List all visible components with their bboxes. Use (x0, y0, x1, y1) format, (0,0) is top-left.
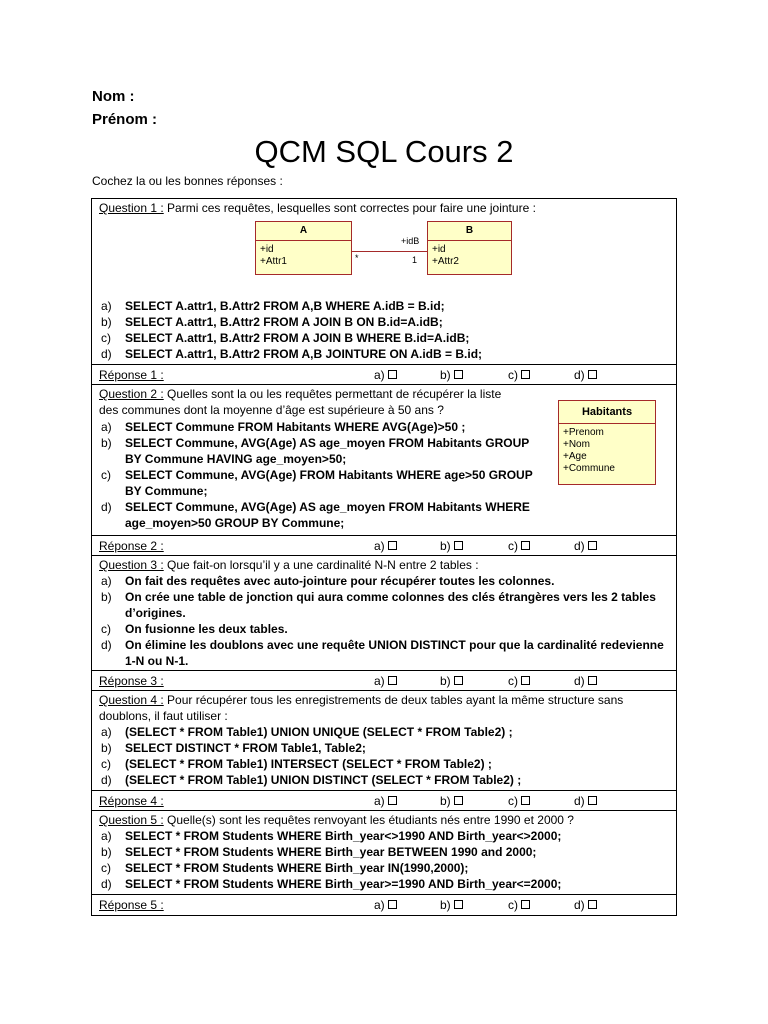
checkbox-d[interactable]: d) (574, 794, 597, 808)
class-habitants-attr: +Nom (563, 439, 590, 450)
instruction-text: Cochez la ou les bonnes réponses : (92, 174, 283, 188)
checkbox-a[interactable]: a) (374, 794, 397, 808)
checkbox-d[interactable]: d) (574, 898, 597, 912)
question-label: Question 3 : (99, 558, 164, 572)
option-b: b) SELECT DISTINCT * FROM Table1, Table2; (101, 741, 366, 755)
answer-label: Réponse 3 : (99, 674, 164, 688)
option-a: a) SELECT Commune FROM Habitants WHERE AVG(Age)>50 ; (101, 420, 466, 434)
class-habitants-attr: +Commune (563, 463, 615, 474)
option-c: c) SELECT A.attr1, B.Attr2 FROM A JOIN B WHERE B.id=A.idB; (101, 331, 470, 345)
checkbox-c[interactable]: c) (508, 794, 530, 808)
option-b: b) SELECT A.attr1, B.Attr2 FROM A JOIN B ON B.id=A.idB; (101, 315, 443, 329)
option-c: c) (SELECT * FROM Table1) INTERSECT (SELECT * FROM Table2) ; (101, 757, 492, 771)
class-b-name: B (428, 222, 511, 241)
question-text: Que fait-on lorsqu’il y a une cardinalité N-N entre 2 tables : (163, 558, 479, 572)
question-label: Question 4 : (99, 693, 164, 707)
answer-row-3 (92, 671, 676, 691)
question-1 (92, 199, 676, 365)
answer-label: Réponse 2 : (99, 539, 164, 553)
answer-label: Réponse 1 : (99, 368, 164, 382)
answer-label: Réponse 4 : (99, 794, 164, 808)
answer-row-2 (92, 536, 676, 556)
quiz-table (91, 198, 677, 916)
uml-class-habitants (558, 400, 656, 485)
question-label: Question 1 : (99, 201, 164, 215)
firstname-label: Prénom : (92, 111, 158, 128)
answer-label: Réponse 5 : (99, 898, 164, 912)
checkbox-d[interactable]: d) (574, 368, 597, 382)
role-label: +idB (401, 236, 420, 246)
question-label: Question 2 : (99, 387, 164, 401)
checkbox-b[interactable]: b) (440, 368, 463, 382)
option-b: b) SELECT Commune, AVG(Age) AS age_moyen FROM Habitants GROUP BY Commune HAVING age_moyen>50; (101, 436, 530, 466)
class-a-attr: +id (260, 244, 274, 255)
answer-row-1 (92, 365, 676, 385)
question-2-heading (99, 386, 509, 418)
checkbox-a[interactable]: a) (374, 674, 397, 688)
class-a-name: A (256, 222, 351, 241)
option-a: a) On fait des requêtes avec auto-jointure pour récupérer toutes les colonnes. (101, 574, 555, 588)
option-c: c) SELECT * FROM Students WHERE Birth_year IN(1990,2000); (101, 861, 469, 875)
option-a: a) SELECT * FROM Students WHERE Birth_year<>1990 AND Birth_year<>2000; (101, 829, 562, 843)
question-2 (92, 385, 676, 536)
question-5-heading (99, 812, 669, 828)
checkbox-c[interactable]: c) (508, 674, 530, 688)
question-4-heading (99, 692, 669, 724)
class-habitants-attr: +Prenom (563, 427, 604, 438)
checkbox-b[interactable]: b) (440, 898, 463, 912)
name-label: Nom : (92, 88, 135, 105)
page-title: QCM SQL Cours 2 (254, 134, 514, 169)
checkbox-a[interactable]: a) (374, 368, 397, 382)
question-1-heading (99, 200, 669, 216)
option-d: d) SELECT Commune, AVG(Age) AS age_moyen FROM Habitants WHERE age_moyen>50 GROUP BY Commune; (101, 500, 530, 530)
checkbox-a[interactable]: a) (374, 539, 397, 553)
option-a: a) SELECT A.attr1, B.Attr2 FROM A,B WHERE A.idB = B.id; (101, 299, 445, 313)
checkbox-a[interactable]: a) (374, 898, 397, 912)
option-c: c) On fusionne les deux tables. (101, 622, 288, 636)
question-text: Quelles sont la ou les requêtes permettant de récupérer la liste des communes dont la moyenne d’âge est supérieure à 50 ans ? (99, 387, 502, 417)
checkbox-b[interactable]: b) (440, 794, 463, 808)
class-b-attr: +id (432, 244, 446, 255)
multiplicity-a: * (355, 253, 359, 263)
checkbox-d[interactable]: d) (574, 674, 597, 688)
question-5 (92, 811, 676, 895)
question-text: Pour récupérer tous les enregistrements de deux tables ayant la même structure sans doublons, il faut utiliser : (99, 693, 624, 723)
checkbox-b[interactable]: b) (440, 674, 463, 688)
option-b: b) SELECT * FROM Students WHERE Birth_year BETWEEN 1990 and 2000; (101, 845, 537, 859)
option-c: c) SELECT Commune, AVG(Age) FROM Habitants WHERE age>50 GROUP BY Commune; (101, 468, 533, 498)
option-d: d) (SELECT * FROM Table1) UNION DISTINCT (SELECT * FROM Table2) ; (101, 773, 522, 787)
option-d: d) SELECT * FROM Students WHERE Birth_year>=1990 AND Birth_year<=2000; (101, 877, 562, 891)
question-label: Question 5 : (99, 813, 164, 827)
checkbox-c[interactable]: c) (508, 539, 530, 553)
option-d: d) SELECT A.attr1, B.Attr2 FROM A,B JOINTURE ON A.idB = B.id; (101, 347, 483, 361)
class-a-attr: +Attr1 (260, 256, 287, 267)
uml-class-a (255, 221, 352, 275)
checkbox-d[interactable]: d) (574, 539, 597, 553)
question-text: Parmi ces requêtes, lesquelles sont correctes pour faire une jointure : (163, 201, 536, 215)
class-habitants-attr: +Age (563, 451, 587, 462)
class-b-attr: +Attr2 (432, 256, 459, 267)
question-4 (92, 691, 676, 791)
option-b: b) On crée une table de jonction qui aura comme colonnes des clés étrangères vers les 2 tables d’origines. (101, 590, 656, 620)
class-habitants-name: Habitants (559, 401, 655, 424)
checkbox-c[interactable]: c) (508, 368, 530, 382)
option-a: a) (SELECT * FROM Table1) UNION UNIQUE (SELECT * FROM Table2) ; (101, 725, 513, 739)
checkbox-b[interactable]: b) (440, 539, 463, 553)
option-d: d) On élimine les doublons avec une requête UNION DISTINCT pour que la cardinalité redevienne 1-N ou N-1. (101, 638, 664, 668)
question-3 (92, 556, 676, 671)
multiplicity-b: 1 (412, 255, 418, 265)
uml-class-b (427, 221, 512, 275)
answer-row-5 (92, 895, 676, 915)
question-3-heading (99, 557, 669, 573)
association-line (352, 251, 427, 252)
question-text: Quelle(s) sont les requêtes renvoyant les étudiants nés entre 1990 et 2000 ? (163, 813, 574, 827)
answer-row-4 (92, 791, 676, 811)
checkbox-c[interactable]: c) (508, 898, 530, 912)
